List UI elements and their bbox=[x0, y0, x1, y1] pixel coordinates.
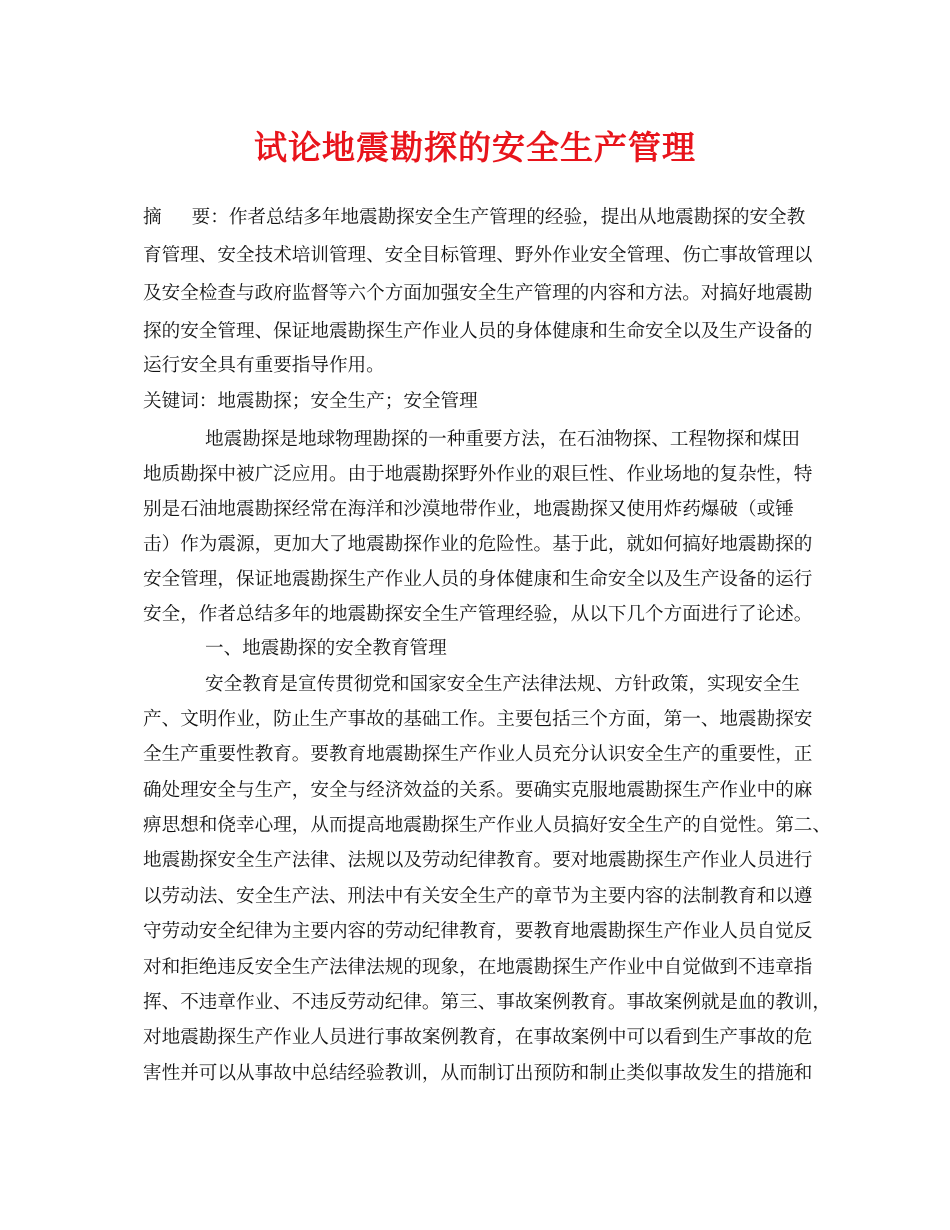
abstract-line-2: 育管理、安全技术培训管理、安全目标管理、野外作业安全管理、伤亡事故管理以 bbox=[143, 245, 813, 266]
section-line-10: 挥、不违章作业、不违反劳动纪律。第三、事故案例教育。事故案例就是血的教训， bbox=[143, 992, 831, 1013]
section-line-1: 安全教育是宣传贯彻党和国家安全生产法律法规、方针政策，实现安全生 bbox=[205, 674, 801, 695]
section-line-5: 痹思想和侥幸心理，从而提高地震勘探生产作业人员搞好安全生产的自觉性。第二、 bbox=[143, 815, 831, 836]
section-line-2: 产、文明作业，防止生产事故的基础工作。主要包括三个方面，第一、地震勘探安 bbox=[143, 709, 813, 730]
intro-line-4: 击）作为震源，更加大了地震勘探作业的危险性。基于此，就如何搞好地震勘探的 bbox=[143, 534, 813, 555]
abstract-text: 作者总结多年地震勘探安全生产管理的经验，提出从地震勘探的安全教 bbox=[228, 207, 806, 228]
intro-line-2: 地质勘探中被广泛应用。由于地震勘探野外作业的艰巨性、作业场地的复杂性，特 bbox=[143, 464, 813, 485]
intro-line-6: 安全，作者总结多年的地震勘探安全生产管理经验，从以下几个方面进行了论述。 bbox=[143, 604, 813, 625]
abstract-line-1 bbox=[143, 206, 805, 230]
abstract-line-5: 运行安全具有重要指导作用。 bbox=[143, 355, 385, 376]
abstract-label-second: 要： bbox=[191, 207, 229, 228]
section-line-11: 对地震勘探生产作业人员进行事故案例教育，在事故案例中可以看到生产事故的危 bbox=[143, 1027, 813, 1048]
section-line-12: 害性并可以从事故中总结经验教训，从而制订出预防和制止类似事故发生的措施和 bbox=[143, 1063, 813, 1084]
section-heading: 一、地震勘探的安全教育管理 bbox=[205, 638, 447, 659]
intro-line-5: 安全管理，保证地震勘探生产作业人员的身体健康和生命安全以及生产设备的运行 bbox=[143, 569, 813, 590]
section-line-9: 对和拒绝违反安全生产法律法规的现象，在地震勘探生产作业中自觉做到不违章指 bbox=[143, 957, 813, 978]
section-line-8: 守劳动安全纪律为主要内容的劳动纪律教育，要教育地震勘探生产作业人员自觉反 bbox=[143, 921, 813, 942]
section-line-6: 地震勘探安全生产法律、法规以及劳动纪律教育。要对地震勘探生产作业人员进行 bbox=[143, 850, 813, 871]
intro-line-1: 地震勘探是地球物理勘探的一种重要方法，在石油物探、工程物探和煤田 bbox=[205, 429, 801, 450]
intro-line-3: 别是石油地震勘探经常在海洋和沙漠地带作业，地震勘探又使用炸药爆破（或锤 bbox=[143, 499, 794, 520]
abstract-label-first: 摘 bbox=[143, 207, 162, 228]
keywords-line: 关键词：地震勘探；安全生产；安全管理 bbox=[143, 391, 478, 412]
section-line-3: 全生产重要性教育。要教育地震勘探生产作业人员充分认识安全生产的重要性，正 bbox=[143, 744, 813, 765]
document-title: 试论地震勘探的安全生产管理 bbox=[254, 128, 696, 167]
section-line-4: 确处理安全与生产，安全与经济效益的关系。要确实克服地震勘探生产作业中的麻 bbox=[143, 780, 813, 801]
section-line-7: 以劳动法、安全生产法、刑法中有关安全生产的章节为主要内容的法制教育和以遵 bbox=[143, 886, 813, 907]
abstract-line-4: 探的安全管理、保证地震勘探生产作业人员的身体健康和生命安全以及生产设备的 bbox=[143, 321, 813, 342]
abstract-line-3: 及安全检查与政府监督等六个方面加强安全生产管理的内容和方法。对搞好地震勘 bbox=[143, 283, 813, 304]
